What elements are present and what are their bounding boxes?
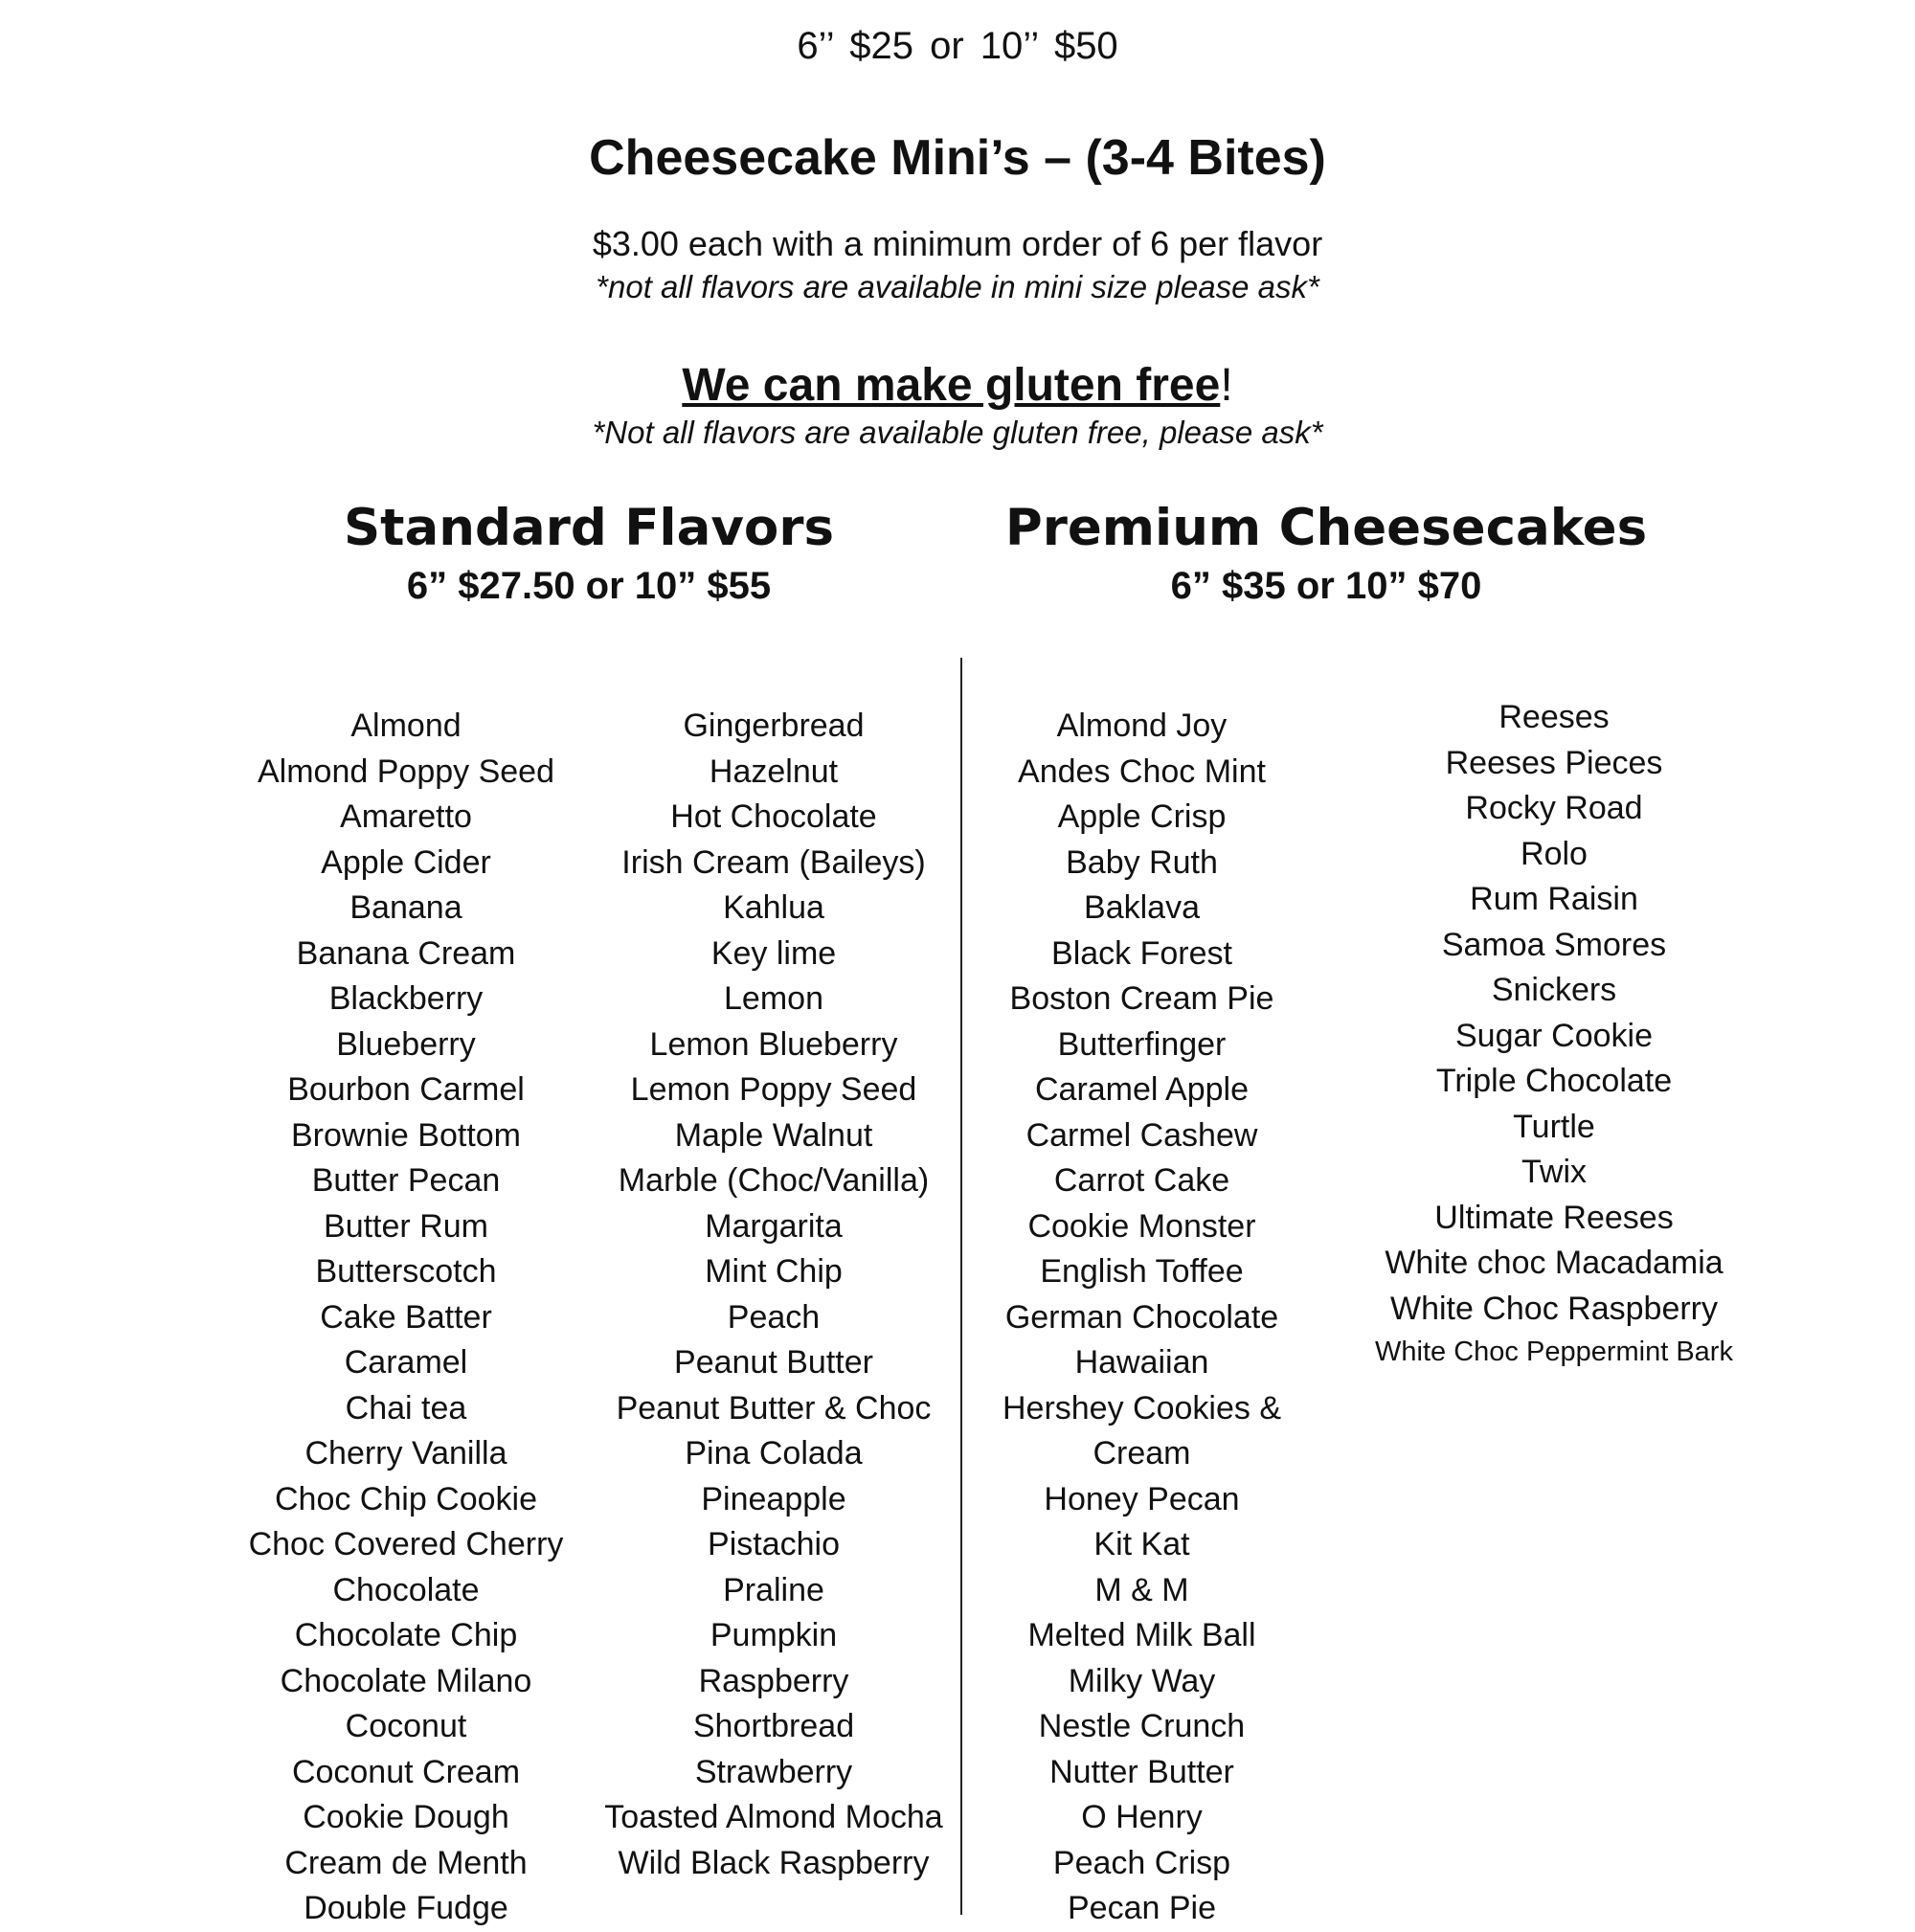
premium-title: Premium Cheesecakes <box>1004 499 1648 557</box>
flavor-item: Apple Crisp <box>1057 798 1227 835</box>
flavor-item: Blackberry <box>328 980 484 1017</box>
flavor-item: Cake Batter <box>320 1298 492 1336</box>
flavor-item: Shortbread <box>692 1708 855 1744</box>
flavor-item: Pineapple <box>701 1480 846 1517</box>
flavor-item: Margarita <box>705 1207 843 1245</box>
flavor-item: Double Fudge <box>304 1890 508 1926</box>
flavor-item: Honey Pecan <box>1044 1480 1240 1517</box>
flavor-item: Chocolate Chip <box>294 1617 518 1653</box>
minis-price: $3.00 each with a minimum order of 6 per flavor <box>592 224 1323 263</box>
top-price-line: 6’’ $25 or 10’’ $50 <box>797 25 1118 67</box>
flavor-item: Pina Colada <box>685 1435 863 1471</box>
gluten-free-heading <box>0 356 1915 416</box>
flavor-item: Rocky Road <box>1465 790 1643 826</box>
flavor-item: Kit Kat <box>1093 1526 1190 1562</box>
flavor-item: Andes Choc Mint <box>1018 753 1266 790</box>
flavor-item: Milky Way <box>1068 1662 1216 1699</box>
flavor-item: Twix <box>1521 1154 1587 1190</box>
flavor-item: Lemon Blueberry <box>649 1025 898 1063</box>
flavor-item: German Chocolate <box>1004 1298 1279 1336</box>
gluten-free-title: We can make gluten free <box>682 360 1221 411</box>
flavor-item: Cream de Menth <box>284 1844 528 1881</box>
flavor-item: Peach Crisp <box>1052 1844 1231 1881</box>
flavor-item: Cookie Monster <box>1027 1207 1256 1245</box>
premium-flavor-list-1 <box>986 704 1297 1932</box>
flavor-item: Carrot Cake <box>1053 1162 1230 1199</box>
flavor-item: Cookie Dough <box>303 1799 509 1835</box>
flavor-item: Baby Ruth <box>1066 843 1218 881</box>
flavor-item: Caramel Apple <box>1034 1071 1249 1108</box>
flavor-item: Chocolate <box>332 1571 480 1608</box>
flavor-item: White Choc Raspberry <box>1389 1290 1718 1327</box>
flavor-item: Peanut Butter & Choc <box>616 1389 932 1427</box>
flavor-item: White Choc Peppermint Bark <box>1375 1337 1733 1367</box>
flavor-item: Caramel <box>344 1344 468 1381</box>
gluten-free-exclaim: ! <box>1220 360 1233 411</box>
flavor-item: Reeses Pieces <box>1445 744 1663 781</box>
flavor-item: Snickers <box>1491 972 1617 1008</box>
flavor-item: M & M <box>1094 1571 1189 1608</box>
flavor-item: Raspberry <box>698 1662 849 1699</box>
flavor-item: Choc Chip Cookie <box>274 1480 538 1517</box>
flavor-item: Cherry Vanilla <box>304 1435 507 1471</box>
flavor-item: Amaretto <box>340 798 472 835</box>
flavor-item: Nestle Crunch <box>1038 1708 1246 1744</box>
flavor-item: Hershey Cookies & Cream <box>1002 1389 1281 1471</box>
flavor-item: Irish Cream (Baileys) <box>621 843 926 881</box>
flavor-item: Choc Covered Cherry <box>248 1526 564 1562</box>
flavor-item: Black Forest <box>1051 934 1232 972</box>
flavor-item: Almond Joy <box>1056 708 1228 744</box>
flavor-item: Triple Chocolate <box>1435 1063 1673 1099</box>
flavor-item: Rolo <box>1521 835 1588 872</box>
flavor-item: Chai tea <box>345 1389 467 1427</box>
flavor-item: Almond <box>350 708 462 744</box>
gluten-free-note: *Not all flavors are available gluten free, please ask* <box>592 415 1323 450</box>
flavor-item: Pecan Pie <box>1068 1890 1216 1926</box>
flavor-item: Maple Walnut <box>674 1116 873 1154</box>
flavor-item: Key lime <box>710 934 837 972</box>
flavor-item: Coconut Cream <box>291 1753 521 1790</box>
standard-flavor-list-2 <box>582 704 965 1886</box>
premium-price: 6” $35 or 10” $70 <box>1170 565 1482 607</box>
flavor-item: English Toffee <box>1040 1253 1244 1290</box>
flavor-item: Coconut <box>345 1708 467 1744</box>
flavor-item: Lemon Poppy Seed <box>630 1071 917 1108</box>
premium-flavor-list-2 <box>1363 695 1746 1373</box>
flavor-item: Peanut Butter <box>674 1344 873 1381</box>
flavor-item: Baklava <box>1084 889 1200 926</box>
premium-header <box>991 498 1661 611</box>
standard-price: 6” $27.50 or 10” $55 <box>406 565 772 607</box>
standard-header <box>239 498 938 611</box>
flavor-item: Wild Black Raspberry <box>618 1844 930 1881</box>
flavor-item: Ultimate Reeses <box>1434 1199 1674 1236</box>
flavor-item: Pistachio <box>708 1526 840 1562</box>
flavor-item: Banana <box>349 889 462 926</box>
flavor-item: Pumpkin <box>710 1617 838 1653</box>
flavor-item: White choc Macadamia <box>1385 1245 1724 1281</box>
flavor-item: Rum Raisin <box>1470 881 1638 917</box>
flavor-item: Carmel Cashew <box>1025 1116 1258 1154</box>
flavor-item: O Henry <box>1081 1799 1203 1835</box>
flavor-item: Toasted Almond Mocha <box>604 1799 943 1835</box>
flavor-item: Butter Pecan <box>311 1162 501 1199</box>
standard-flavor-list-1 <box>214 704 597 1932</box>
flavor-item: Gingerbread <box>683 708 865 744</box>
flavor-item: Turtle <box>1513 1108 1595 1145</box>
flavor-item: Brownie Bottom <box>291 1116 521 1154</box>
flavor-item: Mint Chip <box>705 1253 843 1290</box>
flavor-item: Hawaiian <box>1074 1344 1209 1381</box>
flavor-item: Almond Poppy Seed <box>258 753 554 790</box>
flavor-item: Butter Rum <box>324 1207 488 1245</box>
flavor-item: Banana Cream <box>296 934 516 972</box>
flavor-item: Peach <box>727 1298 821 1336</box>
flavor-item: Bourbon Carmel <box>287 1071 525 1108</box>
flavor-item: Reeses <box>1498 699 1610 735</box>
minis-title: Cheesecake Mini’s – (3-4 Bites) <box>589 130 1326 186</box>
flavor-item: Hazelnut <box>709 753 839 790</box>
flavor-item: Strawberry <box>694 1753 853 1790</box>
flavor-item: Boston Cream Pie <box>1009 980 1274 1017</box>
flavor-item: Chocolate Milano <box>280 1662 532 1699</box>
flavor-item: Marble (Choc/Vanilla) <box>618 1162 930 1199</box>
flavor-item: Blueberry <box>336 1025 476 1063</box>
flavor-item: Praline <box>723 1571 824 1608</box>
flavor-item: Lemon <box>724 980 823 1017</box>
flavor-item: Apple Cider <box>321 843 491 881</box>
flavor-item: Nutter Butter <box>1049 1753 1234 1790</box>
standard-title: Standard Flavors <box>343 499 834 557</box>
flavor-item: Butterfinger <box>1057 1025 1227 1063</box>
flavor-item: Sugar Cookie <box>1454 1017 1653 1054</box>
flavor-item: Kahlua <box>723 889 824 926</box>
flavor-item: Melted Milk Ball <box>1027 1617 1256 1653</box>
flavor-item: Butterscotch <box>315 1253 497 1290</box>
flavor-item: Hot Chocolate <box>670 798 877 835</box>
minis-note: *not all flavors are available in mini size please ask* <box>596 269 1319 304</box>
flavor-item: Samoa Smores <box>1441 926 1667 963</box>
